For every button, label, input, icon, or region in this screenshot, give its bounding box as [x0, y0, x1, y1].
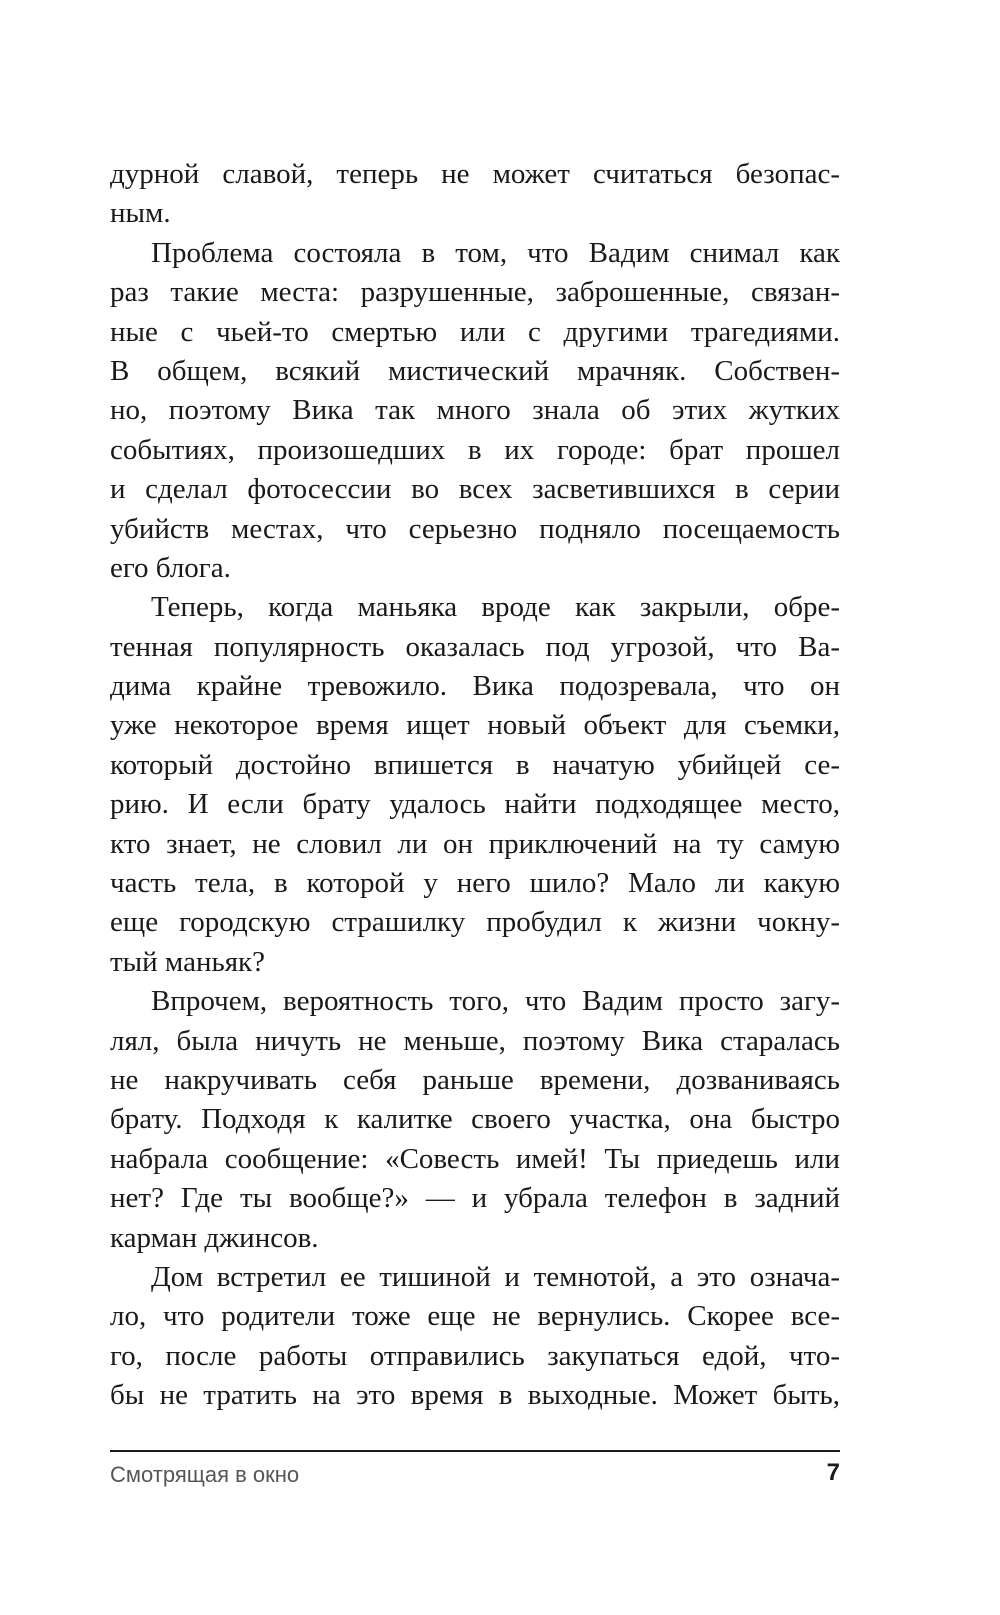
- text-line: и сделал фотосессии во всех засветившихся в серии: [110, 473, 840, 506]
- text-line: ло, что родители тоже еще не вернулись. Скорее все-: [110, 1300, 840, 1333]
- running-footer-title: Смотрящая в окно: [110, 1462, 300, 1487]
- text-line: дима крайне тревожило. Вика подозревала, что он: [110, 670, 840, 703]
- text-line: часть тела, в которой у него шило? Мало ли какую: [110, 867, 840, 900]
- text-line: карман джинсов.: [110, 1221, 319, 1254]
- text-line: рию. И если брату удалось найти подходящее место,: [110, 788, 840, 821]
- text-line: ным.: [110, 197, 171, 230]
- text-line: нет? Где ты вообще?» — и убрала телефон в задний: [110, 1182, 840, 1215]
- text-line: убийств местах, что серьезно подняло посещаемость: [110, 512, 840, 545]
- text-line: уже некоторое время ищет новый объект для съемки,: [110, 709, 840, 742]
- text-line: Дом встретил ее тишиной и темнотой, а это означа-: [151, 1260, 840, 1293]
- text-line: дурной славой, теперь не может считаться безопас-: [110, 158, 840, 190]
- text-line: тый маньяк?: [110, 945, 265, 978]
- text-line: кто знает, не словил ли он приключений на ту самую: [110, 827, 840, 860]
- text-line: Теперь, когда маньяка вроде как закрыли, обре-: [151, 591, 840, 624]
- text-line: го, после работы отправились закупаться едой, что-: [110, 1339, 840, 1372]
- text-line: не накручивать себя раньше времени, дозваниваясь: [110, 1063, 840, 1096]
- page-text: [110, 155, 840, 1416]
- text-line: набрала сообщение: «Совесть имей! Ты приедешь или: [110, 1142, 840, 1175]
- text-line: еще городскую страшилку пробудил к жизни чокну-: [110, 906, 840, 939]
- text-line: Проблема состояла в том, что Вадим снимал как: [151, 236, 840, 269]
- text-line: раз такие места: разрушенные, заброшенные, связан-: [110, 276, 840, 309]
- page-number: 7: [826, 1459, 840, 1486]
- text-line: событиях, произошедших в их городе: брат прошел: [110, 433, 840, 466]
- footer-divider: [110, 1450, 840, 1452]
- text-line: брату. Подходя к калитке своего участка, она быстро: [110, 1103, 840, 1136]
- text-line: тенная популярность оказалась под угрозой, что Ва-: [110, 630, 840, 663]
- text-line: который достойно впишется в начатую убийцей се-: [110, 748, 840, 781]
- text-line: лял, была ничуть не меньше, поэтому Вика старалась: [110, 1024, 840, 1057]
- text-line: ные с чьей-то смертью или с другими трагедиями.: [110, 315, 840, 348]
- text-line: но, поэтому Вика так много знала об этих жутких: [110, 394, 840, 427]
- text-line: В общем, всякий мистический мрачняк. Собствен-: [110, 354, 840, 387]
- text-line: бы не тратить на это время в выходные. Может быть,: [110, 1379, 840, 1412]
- text-line: его блога.: [110, 551, 231, 584]
- text-line: Впрочем, вероятность того, что Вадим просто загу-: [151, 985, 840, 1018]
